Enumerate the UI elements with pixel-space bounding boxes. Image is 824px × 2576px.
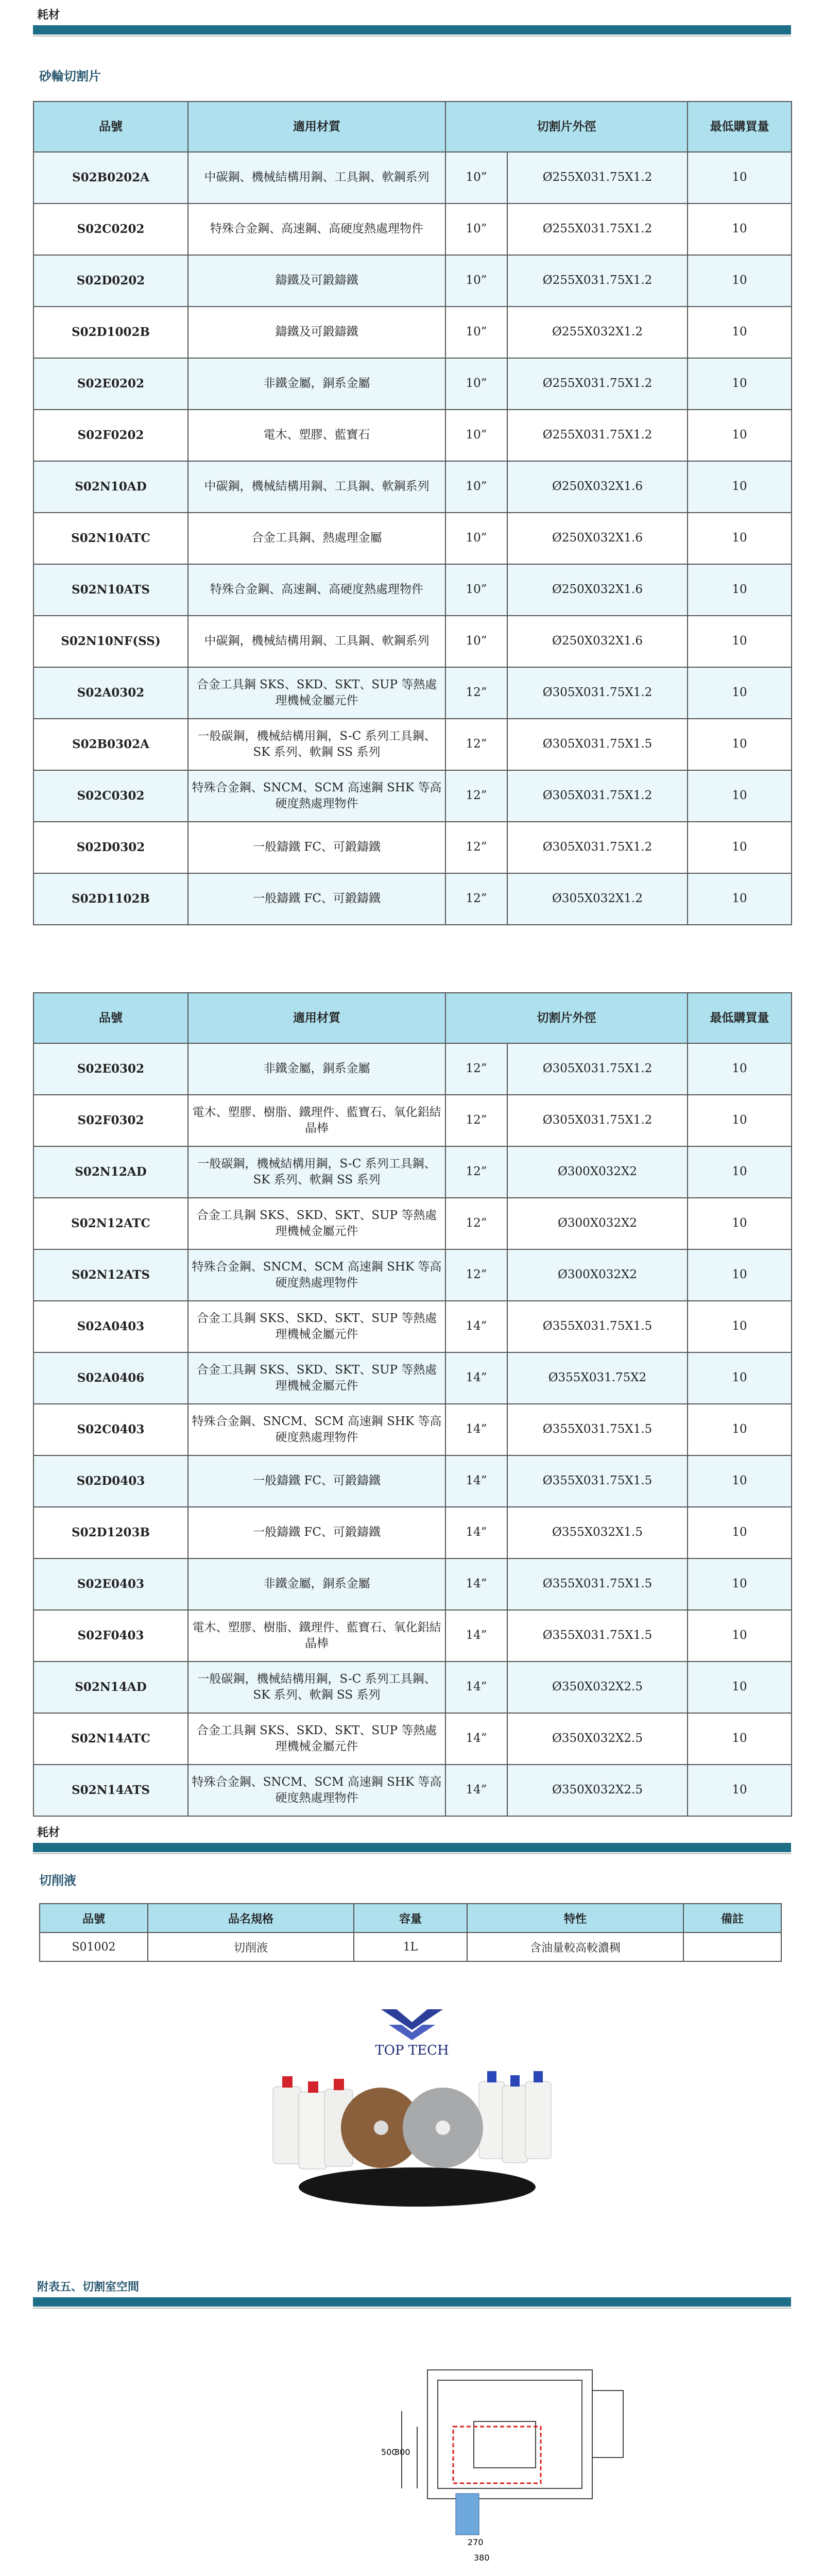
top-view-drawing [350, 2360, 639, 2576]
wheel-table-2 [33, 992, 792, 1817]
cell-material: 一般鑄鐵 FC、可鍛鑄鐵 [188, 873, 445, 925]
cell-min-qty: 10 [688, 255, 792, 307]
col-min-qty: 最低購買量 [688, 993, 792, 1043]
table-row [33, 1404, 792, 1455]
cell-size: Ø305X031.75X1.2 [507, 667, 688, 719]
cell-size: Ø355X031.75X1.5 [507, 1455, 688, 1507]
cell-diameter: 12” [445, 667, 507, 719]
cell-size: Ø250X032X1.6 [507, 461, 688, 513]
col-spec: 切割片外徑 [445, 101, 688, 152]
cell-code: S02F0202 [33, 410, 188, 461]
table-row [33, 873, 792, 925]
section-title: 耗材 [37, 8, 60, 22]
cell-size: Ø250X032X1.6 [507, 513, 688, 564]
cell-diameter: 12” [445, 1043, 507, 1095]
cell-material: 合金工具鋼 SKS、SKD、SKT、SUP 等熱處理機械金屬元件 [188, 1301, 445, 1352]
table-row [33, 461, 792, 513]
cell-min-qty: 10 [688, 1301, 792, 1352]
cell-code: S02N10NF(SS) [33, 616, 188, 667]
cell-size: Ø255X031.75X1.2 [507, 255, 688, 307]
cell-size: Ø300X032X2 [507, 1198, 688, 1249]
table-row [33, 204, 792, 255]
table-row [33, 410, 792, 461]
table-row [33, 822, 792, 873]
cell-min-qty: 10 [688, 1043, 792, 1095]
section-header-fluid [33, 1818, 791, 1854]
cell-size: Ø255X031.75X1.2 [507, 204, 688, 255]
fluid-name: 切削液 [148, 1933, 354, 1961]
col-min-qty: 最低購買量 [688, 101, 792, 152]
cell-material: 電木、塑膠、藍寶石 [188, 410, 445, 461]
cell-size: Ø305X031.75X1.2 [507, 770, 688, 822]
cell-code: S02N10AD [33, 461, 188, 513]
cell-size: Ø355X031.75X1.5 [507, 1610, 688, 1662]
cell-diameter: 14” [445, 1507, 507, 1558]
table-row [33, 1662, 792, 1713]
cell-diameter: 10” [445, 152, 507, 204]
cell-min-qty: 10 [688, 1095, 792, 1146]
cell-diameter: 10” [445, 255, 507, 307]
cell-code: S02D1203B [33, 1507, 188, 1558]
cell-code: S02N14ATS [33, 1765, 188, 1816]
table-row [33, 719, 792, 770]
cell-diameter: 12” [445, 1249, 507, 1301]
cell-min-qty: 10 [688, 1610, 792, 1662]
cell-min-qty: 10 [688, 667, 792, 719]
table-row [33, 1095, 792, 1146]
cell-material: 鑄鐵及可鍛鑄鐵 [188, 307, 445, 358]
cell-diameter: 10” [445, 358, 507, 410]
cell-diameter: 12” [445, 1146, 507, 1198]
cell-diameter: 10” [445, 564, 507, 616]
cell-code: S02C0403 [33, 1404, 188, 1455]
dim-height-outer: 500 [381, 2447, 397, 2457]
top-tech-logo [375, 2009, 449, 2058]
dim-height-inner: 300 [394, 2447, 410, 2457]
col-material: 適用材質 [188, 993, 445, 1043]
cell-code: S02F0302 [33, 1095, 188, 1146]
table-row [33, 1352, 792, 1404]
cell-code: S02N12ATS [33, 1249, 188, 1301]
cell-material: 特殊合金鋼、SNCM、SCM 高速鋼 SHK 等高硬度熱處理物件 [188, 770, 445, 822]
section-header-cutting-room [33, 2272, 791, 2309]
cell-material: 非鐵金屬，銅系金屬 [188, 358, 445, 410]
table-row [33, 255, 792, 307]
cell-diameter: 14” [445, 1610, 507, 1662]
cell-code: S02N12AD [33, 1146, 188, 1198]
cell-material: 一般碳鋼，機械結構用鋼，S-C 系列工具鋼、SK 系列、軟鋼 SS 系列 [188, 1146, 445, 1198]
cell-material: 一般鑄鐵 FC、可鍛鑄鐵 [188, 822, 445, 873]
cell-size: Ø255X032X1.2 [507, 307, 688, 358]
cell-code: S02E0403 [33, 1558, 188, 1610]
cell-diameter: 12” [445, 719, 507, 770]
table-row [40, 1933, 781, 1961]
cell-material: 一般碳鋼，機械結構用鋼，S-C 系列工具鋼、SK 系列、軟鋼 SS 系列 [188, 719, 445, 770]
cell-code: S02D0302 [33, 822, 188, 873]
cell-material: 合金工具鋼 SKS、SKD、SKT、SUP 等熱處理機械金屬元件 [188, 1352, 445, 1404]
cutting-discs [341, 2088, 483, 2168]
cell-size: Ø350X032X2.5 [507, 1713, 688, 1765]
cell-size: Ø305X032X1.2 [507, 873, 688, 925]
cell-size: Ø300X032X2 [507, 1249, 688, 1301]
cell-size: Ø305X031.75X1.2 [507, 1095, 688, 1146]
table-row [33, 358, 792, 410]
cell-diameter: 14” [445, 1352, 507, 1404]
cell-material: 中碳鋼，機械結構用鋼、工具鋼、軟鋼系列 [188, 616, 445, 667]
cell-material: 合金工具鋼 SKS、SKD、SKT、SUP 等熱處理機械金屬元件 [188, 667, 445, 719]
cell-min-qty: 10 [688, 719, 792, 770]
bottles-left [273, 2076, 353, 2169]
cell-min-qty: 10 [688, 564, 792, 616]
cell-min-qty: 10 [688, 204, 792, 255]
cell-size: Ø305X031.75X1.2 [507, 822, 688, 873]
cell-material: 特殊合金鋼、高速鋼、高硬度熱處理物件 [188, 564, 445, 616]
cell-material: 合金工具鋼 SKS、SKD、SKT、SUP 等熱處理機械金屬元件 [188, 1713, 445, 1765]
fluid-col-capacity: 容量 [354, 1904, 467, 1933]
cell-min-qty: 10 [688, 1352, 792, 1404]
cell-min-qty: 10 [688, 873, 792, 925]
cell-material: 中碳鋼，機械結構用鋼、工具鋼、軟鋼系列 [188, 461, 445, 513]
fluid-col-note: 備註 [683, 1904, 781, 1933]
cell-material: 一般碳鋼，機械結構用鋼，S-C 系列工具鋼、SK 系列、軟鋼 SS 系列 [188, 1662, 445, 1713]
cell-size: Ø350X032X2.5 [507, 1765, 688, 1816]
section-bar [33, 25, 791, 35]
cell-material: 電木、塑膠、樹脂、鐵理件、藍寶石、氧化鋁結晶棒 [188, 1610, 445, 1662]
cell-min-qty: 10 [688, 1662, 792, 1713]
cell-min-qty: 10 [688, 1249, 792, 1301]
cell-material: 合金工具鋼 SKS、SKD、SKT、SUP 等熱處理機械金屬元件 [188, 1198, 445, 1249]
col-code: 品號 [33, 101, 188, 152]
wheel-table-1 [33, 101, 792, 925]
fluid-feature: 含油量較高較濃稠 [467, 1933, 683, 1961]
cell-min-qty: 10 [688, 1507, 792, 1558]
fluid-col-name: 品名規格 [148, 1904, 354, 1933]
cell-code: S02N12ATC [33, 1198, 188, 1249]
table-row [33, 307, 792, 358]
cell-diameter: 12” [445, 1095, 507, 1146]
subtitle-cutting-fluid: 切削液 [39, 1873, 76, 1888]
table-row [33, 1558, 792, 1610]
cell-material: 特殊合金鋼、高速鋼、高硬度熱處理物件 [188, 204, 445, 255]
cell-diameter: 10” [445, 616, 507, 667]
table-row [33, 152, 792, 204]
cell-size: Ø250X032X1.6 [507, 564, 688, 616]
table-row [33, 1301, 792, 1352]
cutting-fluid-product-photo [258, 1999, 566, 2215]
cell-min-qty: 10 [688, 1455, 792, 1507]
cell-code: S02D1002B [33, 307, 188, 358]
cell-diameter: 12” [445, 1198, 507, 1249]
cell-min-qty: 10 [688, 513, 792, 564]
table-row [33, 1146, 792, 1198]
cell-size: Ø355X031.75X2 [507, 1352, 688, 1404]
fluid-col-feature: 特性 [467, 1904, 683, 1933]
bottles-right [479, 2071, 551, 2163]
cell-size: Ø350X032X2.5 [507, 1662, 688, 1713]
table-row [33, 1713, 792, 1765]
dim-width-inner: 270 [468, 2537, 484, 2547]
table-row [33, 1507, 792, 1558]
cell-size: Ø355X031.75X1.5 [507, 1404, 688, 1455]
cell-diameter: 10” [445, 204, 507, 255]
cell-material: 一般鑄鐵 FC、可鍛鑄鐵 [188, 1455, 445, 1507]
table-row [33, 1455, 792, 1507]
cell-size: Ø255X031.75X1.2 [507, 152, 688, 204]
table-row [33, 513, 792, 564]
cell-code: S02B0302A [33, 719, 188, 770]
cell-size: Ø355X031.75X1.5 [507, 1558, 688, 1610]
fluid-code: S01002 [40, 1933, 148, 1961]
cell-diameter: 12” [445, 873, 507, 925]
fluid-capacity: 1L [354, 1933, 467, 1961]
table-row [33, 770, 792, 822]
table-row [33, 616, 792, 667]
fluid-col-code: 品號 [40, 1904, 148, 1933]
cell-size: Ø250X032X1.6 [507, 616, 688, 667]
cell-material: 非鐵金屬，銅系金屬 [188, 1043, 445, 1095]
section-header-consumables [33, 0, 791, 37]
section-title: 耗材 [37, 1826, 60, 1839]
cell-min-qty: 10 [688, 461, 792, 513]
cell-size: Ø255X031.75X1.2 [507, 358, 688, 410]
subtitle-grinding-wheels: 砂輪切割片 [39, 69, 101, 83]
cell-code: S02C0202 [33, 204, 188, 255]
cell-size: Ø355X031.75X1.5 [507, 1301, 688, 1352]
cell-min-qty: 10 [688, 1146, 792, 1198]
cell-diameter: 14” [445, 1662, 507, 1713]
cell-code: S02D0202 [33, 255, 188, 307]
cell-code: S02C0302 [33, 770, 188, 822]
cell-size: Ø305X031.75X1.5 [507, 719, 688, 770]
cell-diameter: 14” [445, 1404, 507, 1455]
col-spec: 切割片外徑 [445, 993, 688, 1043]
cell-diameter: 14” [445, 1765, 507, 1816]
table-row [33, 1198, 792, 1249]
cell-size: Ø305X031.75X1.2 [507, 1043, 688, 1095]
cell-code: S02A0406 [33, 1352, 188, 1404]
cell-code: S02A0403 [33, 1301, 188, 1352]
cell-size: Ø355X032X1.5 [507, 1507, 688, 1558]
cell-code: S02N14AD [33, 1662, 188, 1713]
table-row [33, 667, 792, 719]
cell-min-qty: 10 [688, 1404, 792, 1455]
cell-min-qty: 10 [688, 358, 792, 410]
cell-diameter: 14” [445, 1455, 507, 1507]
table-row [33, 564, 792, 616]
cell-material: 鑄鐵及可鍛鑄鐵 [188, 255, 445, 307]
cell-min-qty: 10 [688, 307, 792, 358]
svg-text:TOP TECH: TOP TECH [375, 2043, 449, 2058]
col-material: 適用材質 [188, 101, 445, 152]
section-title: 附表五、切割室空間 [37, 2280, 140, 2294]
cell-diameter: 10” [445, 513, 507, 564]
cell-code: S02B0202A [33, 152, 188, 204]
cell-diameter: 12” [445, 822, 507, 873]
fluid-note [683, 1933, 781, 1961]
table-row [33, 1610, 792, 1662]
cell-code: S02F0403 [33, 1610, 188, 1662]
cell-diameter: 14” [445, 1713, 507, 1765]
cell-min-qty: 10 [688, 410, 792, 461]
cell-min-qty: 10 [688, 1713, 792, 1765]
cell-material: 特殊合金鋼、SNCM、SCM 高速鋼 SHK 等高硬度熱處理物件 [188, 1765, 445, 1816]
cell-diameter: 10” [445, 461, 507, 513]
col-code: 品號 [33, 993, 188, 1043]
cell-code: S02E0202 [33, 358, 188, 410]
cell-material: 一般鑄鐵 FC、可鍛鑄鐵 [188, 1507, 445, 1558]
cell-min-qty: 10 [688, 1198, 792, 1249]
cell-min-qty: 10 [688, 1558, 792, 1610]
table-row [33, 1765, 792, 1816]
cell-material: 特殊合金鋼、SNCM、SCM 高速鋼 SHK 等高硬度熱處理物件 [188, 1249, 445, 1301]
cell-diameter: 14” [445, 1301, 507, 1352]
cell-code: S02E0302 [33, 1043, 188, 1095]
cell-material: 特殊合金鋼、SNCM、SCM 高速鋼 SHK 等高硬度熱處理物件 [188, 1404, 445, 1455]
cell-material: 電木、塑膠、樹脂、鐵理件、藍寶石、氧化鋁結晶棒 [188, 1095, 445, 1146]
table-row [33, 1249, 792, 1301]
cell-material: 中碳鋼、機械結構用鋼、工具鋼、軟鋼系列 [188, 152, 445, 204]
cell-material: 合金工具鋼、熱處理金屬 [188, 513, 445, 564]
cell-diameter: 10” [445, 307, 507, 358]
cell-diameter: 12” [445, 770, 507, 822]
dim-width-outer: 380 [474, 2553, 490, 2563]
fluid-table [39, 1903, 782, 1962]
cell-code: S02N14ATC [33, 1713, 188, 1765]
cell-code: S02D0403 [33, 1455, 188, 1507]
cell-min-qty: 10 [688, 616, 792, 667]
cell-diameter: 10” [445, 410, 507, 461]
cell-diameter: 14” [445, 1558, 507, 1610]
cell-min-qty: 10 [688, 152, 792, 204]
cell-min-qty: 10 [688, 822, 792, 873]
cell-min-qty: 10 [688, 770, 792, 822]
cell-min-qty: 10 [688, 1765, 792, 1816]
cell-code: S02N10ATC [33, 513, 188, 564]
table-row [33, 1043, 792, 1095]
cell-material: 非鐵金屬，銅系金屬 [188, 1558, 445, 1610]
cell-code: S02N10ATS [33, 564, 188, 616]
cell-code: S02D1102B [33, 873, 188, 925]
cell-size: Ø300X032X2 [507, 1146, 688, 1198]
cell-code: S02A0302 [33, 667, 188, 719]
cell-size: Ø255X031.75X1.2 [507, 410, 688, 461]
